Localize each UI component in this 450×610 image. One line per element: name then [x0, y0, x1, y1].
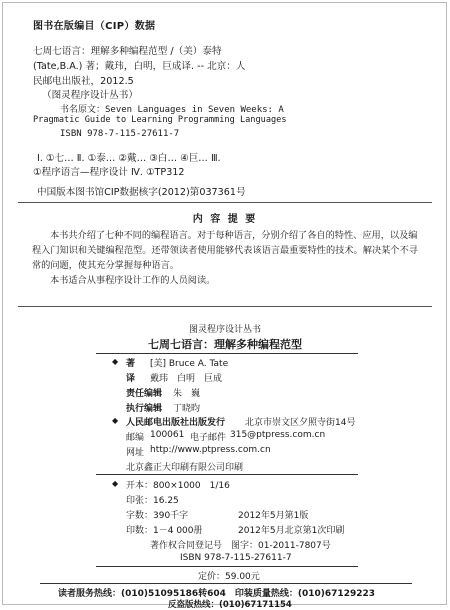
- cip-line-6: Pragmatic Guide to Learning Programming Languages: [33, 115, 287, 125]
- cip-line-10: 中国版本图书馆CIP数据核字(2012)第037361号: [37, 187, 246, 198]
- divider-top: [18, 202, 432, 203]
- translator-label: 译: [126, 374, 136, 384]
- isbn: ISBN 978-7-115-27611-7: [180, 553, 292, 563]
- bullet-icon: ◆: [112, 357, 119, 366]
- price: 定价：59.00元: [198, 572, 260, 582]
- copyright-registration: 著作权合同登记号 图字：01-2011-7807号: [150, 541, 331, 551]
- anti-piracy-hotline: 反盗版热线：(010)67171154: [168, 600, 292, 610]
- author-label: 著: [126, 359, 136, 369]
- sheets: 印张：16.25: [126, 496, 179, 506]
- editor-value: 朱 巍: [173, 389, 201, 399]
- cip-line-9: ①程序语言—程序设计 Ⅳ. ①TP312: [33, 167, 185, 178]
- summary-paragraph-2: 本书适合从事程序设计工作的人员阅读。: [50, 275, 216, 286]
- website-value: http://www.ptpress.com.cn: [150, 445, 271, 455]
- cip-line-5: 书名原文：Seven Languages in Seven Weeks: A: [60, 105, 284, 115]
- format: 开本：800×1000 1/16: [126, 481, 230, 491]
- exec-editor-label: 执行编辑: [126, 404, 163, 414]
- email-value: 315@ptpress.com.cn: [230, 430, 326, 440]
- bullet-icon: ◆: [112, 416, 119, 425]
- series-name: 图灵程序设计丛书: [188, 325, 261, 335]
- website-label: 网址: [126, 448, 145, 458]
- publisher: 人民邮电出版社出版发行: [126, 418, 226, 428]
- bullet-icon: ◆: [112, 479, 119, 488]
- postcode-label: 邮编: [126, 433, 145, 443]
- cip-line-2: (Tate,B.A.) 著；戴玮，白明，巨成译. -- 北京：人: [33, 61, 246, 72]
- colophon-rule-2: [96, 474, 358, 475]
- colophon-rule-1: [96, 353, 358, 354]
- cip-line-4: （图灵程序设计丛书）: [42, 90, 138, 101]
- publisher-address: 北京市崇文区夕照寺街14号: [245, 418, 356, 428]
- divider-middle: [18, 306, 432, 307]
- colophon-rule-4: [40, 583, 412, 584]
- printing: 2012年5月北京第1次印刷: [238, 526, 345, 536]
- book-title: 七周七语言：理解多种编程范型: [148, 338, 302, 351]
- postcode-value: 100061: [150, 430, 185, 440]
- summary-title: 内 容 提 要: [192, 214, 258, 225]
- cip-heading: 图书在版编目（CIP）数据: [33, 21, 156, 32]
- cip-line-8: Ⅰ. ①七… Ⅱ. ①泰… ②戴… ③白… ④巨… Ⅲ.: [37, 153, 221, 164]
- translator-value: 戴玮 白明 巨成: [150, 374, 223, 384]
- cip-line-7: ISBN 978-7-115-27611-7: [60, 129, 180, 139]
- exec-editor-value: 丁晓昀: [173, 404, 201, 414]
- email-label: 电子邮件: [190, 433, 227, 443]
- printer: 北京鑫正大印刷有限公司印刷: [126, 463, 244, 473]
- service-hotlines: 读者服务热线：(010)51095186转604 印装质量热线：(010)67129223: [58, 589, 376, 599]
- print-run: 印数：1－4 000册: [126, 526, 203, 536]
- cip-line-3: 民邮电出版社，2012.5: [33, 76, 134, 87]
- editor-label: 责任编辑: [126, 389, 163, 399]
- edition: 2012年5月第1版: [238, 511, 309, 521]
- author-value: [美] Bruce A. Tate: [150, 359, 229, 369]
- summary-paragraph-1: 本书共介绍了七种不同的编程语言。对于每种语言，分别介绍了各自的特性、应用，以及编程入门知识和关键编程范型。还带领读者使用能够代表该语言最重要特性的技术。解决某个不寻常的问题，使其充分掌握每种语言。: [32, 230, 418, 271]
- cip-line-1: 七周七语言：理解多种编程范型 /（美）泰特: [33, 46, 222, 57]
- colophon-rule-3: [96, 566, 358, 567]
- word-count: 字数：390千字: [126, 511, 189, 521]
